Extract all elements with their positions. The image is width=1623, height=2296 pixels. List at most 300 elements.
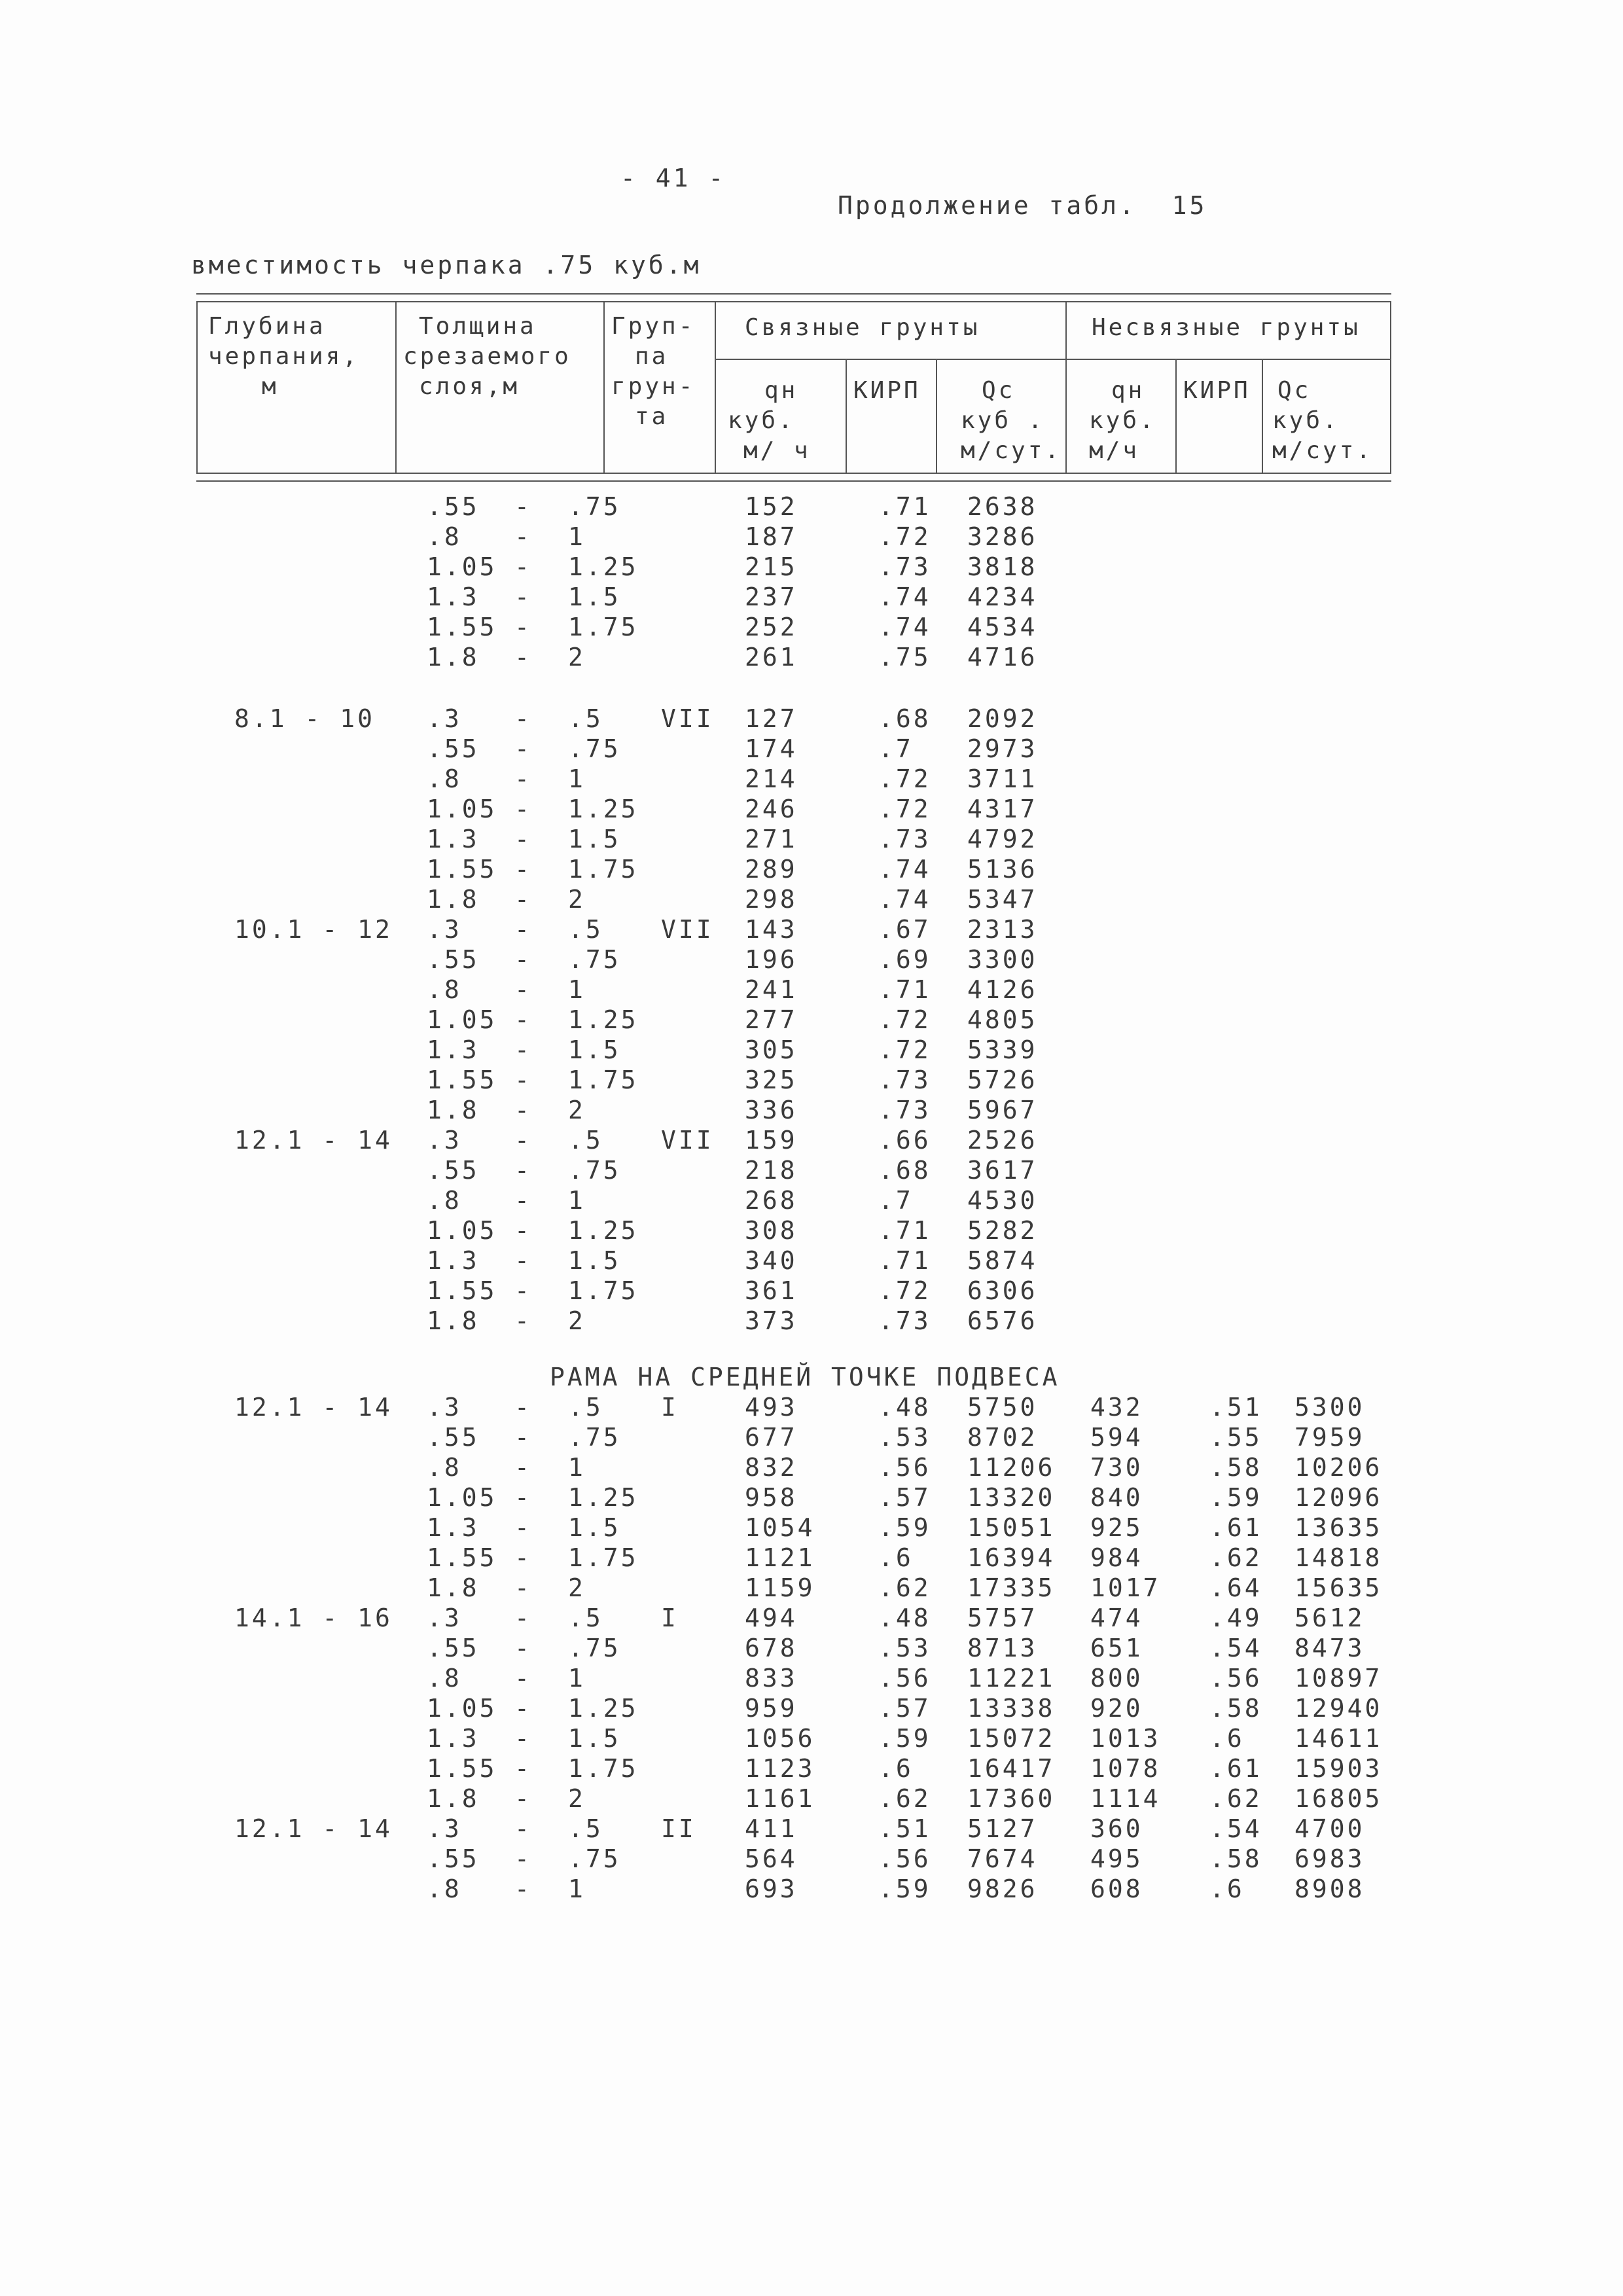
noncohesive-qn-cell: 840 xyxy=(1090,1483,1143,1512)
thickness-min-cell: .8 xyxy=(427,1874,462,1903)
range-dash: - xyxy=(514,1543,532,1572)
cohesive-qn-cell: 277 xyxy=(745,1005,798,1034)
cohesive-qn-cell: 218 xyxy=(745,1156,798,1185)
thickness-min-cell: 1.3 xyxy=(427,1513,480,1542)
noncohesive-qc-cell: 15903 xyxy=(1294,1754,1383,1783)
table-row xyxy=(0,1035,1623,1066)
depth-cell: 12.1 - 14 xyxy=(234,1126,393,1155)
thickness-min-cell: 1.55 xyxy=(427,613,497,641)
noncohesive-kirp-cell: .59 xyxy=(1209,1483,1262,1512)
table-row xyxy=(0,975,1623,1005)
col-divider xyxy=(603,301,605,473)
table-row xyxy=(0,855,1623,885)
thickness-min-cell: .55 xyxy=(427,1634,480,1662)
cohesive-kirp-cell: .62 xyxy=(878,1573,931,1602)
cohesive-qc-cell: 2973 xyxy=(967,734,1038,763)
cohesive-qc-cell: 4534 xyxy=(967,613,1038,641)
range-dash: - xyxy=(514,795,532,823)
cohesive-kirp-cell: .59 xyxy=(878,1513,931,1542)
cohesive-kirp-cell: .72 xyxy=(878,1005,931,1034)
cohesive-qc-cell: 11221 xyxy=(967,1664,1056,1693)
cohesive-qn-cell: 958 xyxy=(745,1483,798,1512)
cohesive-qc-cell: 16417 xyxy=(967,1754,1056,1783)
thickness-max-cell: 1.25 xyxy=(568,795,639,823)
cohesive-kirp-cell: .6 xyxy=(878,1754,914,1783)
thickness-min-cell: .3 xyxy=(427,1604,462,1632)
cohesive-kirp-cell: .57 xyxy=(878,1694,931,1723)
col-divider xyxy=(1175,359,1177,473)
cohesive-qc-cell: 4126 xyxy=(967,975,1038,1004)
cohesive-qc-cell: 7674 xyxy=(967,1844,1038,1873)
noncohesive-kirp-cell: .58 xyxy=(1209,1453,1262,1482)
header-bottom-rule-2 xyxy=(196,480,1391,482)
thickness-min-cell: 1.05 xyxy=(427,1005,497,1034)
range-dash: - xyxy=(514,1126,532,1155)
thickness-min-cell: .8 xyxy=(427,1664,462,1693)
thickness-max-cell: 1.75 xyxy=(568,1066,639,1094)
header-group-rule xyxy=(715,359,1391,360)
cohesive-kirp-cell: .7 xyxy=(878,1186,914,1215)
cohesive-qc-cell: 4234 xyxy=(967,583,1038,611)
range-dash: - xyxy=(514,552,532,581)
range-dash: - xyxy=(514,1814,532,1843)
table-row xyxy=(0,704,1623,734)
cohesive-kirp-cell: .72 xyxy=(878,522,931,551)
soil-group-cell: VII xyxy=(661,915,714,944)
table-row xyxy=(0,1634,1623,1664)
page-number: - 41 - xyxy=(620,164,726,192)
range-dash: - xyxy=(514,1483,532,1512)
col-divider xyxy=(196,301,198,473)
cohesive-qc-cell: 16394 xyxy=(967,1543,1056,1572)
header-thickness-line1: Толщина xyxy=(419,313,537,340)
thickness-max-cell: 2 xyxy=(568,1784,586,1813)
thickness-min-cell: .8 xyxy=(427,1186,462,1215)
noncohesive-kirp-cell: .55 xyxy=(1209,1423,1262,1452)
cohesive-qc-cell: 8702 xyxy=(967,1423,1038,1452)
table-row xyxy=(0,795,1623,825)
thickness-max-cell: .75 xyxy=(568,734,621,763)
cohesive-qc-cell: 6306 xyxy=(967,1276,1038,1305)
cohesive-qn-cell: 215 xyxy=(745,552,798,581)
table-row xyxy=(0,1754,1623,1784)
cohesive-kirp-cell: .68 xyxy=(878,704,931,733)
cohesive-qc-cell: 2092 xyxy=(967,704,1038,733)
header-top-rule-2 xyxy=(196,301,1391,302)
header-thickness-line3: слоя,м xyxy=(419,373,520,400)
soil-group-cell: I xyxy=(661,1393,679,1422)
table-row xyxy=(0,1573,1623,1604)
thickness-max-cell: 1.5 xyxy=(568,1513,621,1542)
table-row xyxy=(0,492,1623,522)
noncohesive-qn-cell: 651 xyxy=(1090,1634,1143,1662)
thickness-min-cell: 1.8 xyxy=(427,1096,480,1124)
thickness-max-cell: 1.75 xyxy=(568,855,639,884)
header-qn2-line1: qн xyxy=(1111,377,1145,404)
depth-cell: 12.1 - 14 xyxy=(234,1393,393,1422)
table-row xyxy=(0,613,1623,643)
noncohesive-kirp-cell: .54 xyxy=(1209,1634,1262,1662)
range-dash: - xyxy=(514,1664,532,1693)
thickness-max-cell: 1.25 xyxy=(568,1694,639,1723)
table-row xyxy=(0,1423,1623,1453)
table-row xyxy=(0,1156,1623,1186)
thickness-min-cell: 1.3 xyxy=(427,583,480,611)
soil-group-cell: VII xyxy=(661,704,714,733)
header-qn2-line2: куб. xyxy=(1089,407,1156,434)
thickness-min-cell: 1.3 xyxy=(427,1246,480,1275)
table-row xyxy=(0,734,1623,764)
thickness-min-cell: .55 xyxy=(427,1844,480,1873)
thickness-max-cell: .75 xyxy=(568,1634,621,1662)
table-row xyxy=(0,1186,1623,1216)
cohesive-qn-cell: 271 xyxy=(745,825,798,853)
range-dash: - xyxy=(514,915,532,944)
thickness-min-cell: 1.8 xyxy=(427,643,480,672)
cohesive-qc-cell: 17360 xyxy=(967,1784,1056,1813)
thickness-min-cell: .55 xyxy=(427,492,480,521)
cohesive-kirp-cell: .67 xyxy=(878,915,931,944)
table-row xyxy=(0,885,1623,915)
cohesive-qn-cell: 678 xyxy=(745,1634,798,1662)
table-row xyxy=(0,825,1623,855)
noncohesive-kirp-cell: .6 xyxy=(1209,1874,1245,1903)
range-dash: - xyxy=(514,734,532,763)
noncohesive-qn-cell: 474 xyxy=(1090,1604,1143,1632)
range-dash: - xyxy=(514,1874,532,1903)
col-divider xyxy=(395,301,397,473)
header-group-line3: грун- xyxy=(611,373,696,400)
cohesive-qn-cell: 1159 xyxy=(745,1573,815,1602)
thickness-min-cell: 1.55 xyxy=(427,1066,497,1094)
thickness-max-cell: .5 xyxy=(568,1604,603,1632)
col-divider xyxy=(1390,301,1391,473)
cohesive-qn-cell: 693 xyxy=(745,1874,798,1903)
cohesive-kirp-cell: .71 xyxy=(878,1216,931,1245)
cohesive-qc-cell: 5347 xyxy=(967,885,1038,914)
cohesive-qn-cell: 308 xyxy=(745,1216,798,1245)
table-row xyxy=(0,522,1623,552)
cohesive-kirp-cell: .74 xyxy=(878,613,931,641)
noncohesive-qn-cell: 495 xyxy=(1090,1844,1143,1873)
noncohesive-qc-cell: 14611 xyxy=(1294,1724,1383,1753)
cohesive-qn-cell: 494 xyxy=(745,1604,798,1632)
cohesive-qc-cell: 5874 xyxy=(967,1246,1038,1275)
cohesive-qn-cell: 143 xyxy=(745,915,798,944)
cohesive-kirp-cell: .6 xyxy=(878,1543,914,1572)
cohesive-kirp-cell: .57 xyxy=(878,1483,931,1512)
thickness-min-cell: .3 xyxy=(427,1814,462,1843)
cohesive-qn-cell: 152 xyxy=(745,492,798,521)
noncohesive-kirp-cell: .49 xyxy=(1209,1604,1262,1632)
thickness-max-cell: 1.25 xyxy=(568,1483,639,1512)
range-dash: - xyxy=(514,1784,532,1813)
cohesive-qn-cell: 340 xyxy=(745,1246,798,1275)
header-depth-line2: черпания, xyxy=(208,343,360,370)
cohesive-qn-cell: 214 xyxy=(745,764,798,793)
cohesive-qn-cell: 252 xyxy=(745,613,798,641)
table-row xyxy=(0,1543,1623,1573)
thickness-max-cell: 1.25 xyxy=(568,1005,639,1034)
cohesive-qc-cell: 15051 xyxy=(967,1513,1056,1542)
thickness-min-cell: 1.55 xyxy=(427,1276,497,1305)
noncohesive-kirp-cell: .54 xyxy=(1209,1814,1262,1843)
range-dash: - xyxy=(514,1066,532,1094)
table-row xyxy=(0,1483,1623,1513)
thickness-max-cell: .5 xyxy=(568,1126,603,1155)
cohesive-qn-cell: 246 xyxy=(745,795,798,823)
table-row xyxy=(0,552,1623,583)
thickness-min-cell: 1.05 xyxy=(427,1694,497,1723)
range-dash: - xyxy=(514,1096,532,1124)
noncohesive-qc-cell: 5612 xyxy=(1294,1604,1365,1632)
cohesive-kirp-cell: .56 xyxy=(878,1844,931,1873)
noncohesive-kirp-cell: .6 xyxy=(1209,1724,1245,1753)
cohesive-qc-cell: 2526 xyxy=(967,1126,1038,1155)
noncohesive-qn-cell: 1078 xyxy=(1090,1754,1161,1783)
thickness-max-cell: 1.75 xyxy=(568,1543,639,1572)
range-dash: - xyxy=(514,1754,532,1783)
range-dash: - xyxy=(514,1513,532,1542)
cohesive-qn-cell: 959 xyxy=(745,1694,798,1723)
noncohesive-kirp-cell: .62 xyxy=(1209,1543,1262,1572)
noncohesive-qn-cell: 432 xyxy=(1090,1393,1143,1422)
range-dash: - xyxy=(514,1216,532,1245)
col-divider xyxy=(715,301,716,473)
range-dash: - xyxy=(514,885,532,914)
cohesive-qn-cell: 1161 xyxy=(745,1784,815,1813)
cohesive-qc-cell: 5750 xyxy=(967,1393,1038,1422)
range-dash: - xyxy=(514,1694,532,1723)
header-noncohesive-soils: Несвязные грунты xyxy=(1092,314,1361,341)
cohesive-qn-cell: 187 xyxy=(745,522,798,551)
noncohesive-kirp-cell: .62 xyxy=(1209,1784,1262,1813)
range-dash: - xyxy=(514,945,532,974)
thickness-max-cell: .75 xyxy=(568,945,621,974)
table-row xyxy=(0,643,1623,673)
header-kirp1: КИРП xyxy=(853,377,921,404)
range-dash: - xyxy=(514,1844,532,1873)
noncohesive-qc-cell: 13635 xyxy=(1294,1513,1383,1542)
table-row xyxy=(0,1784,1623,1814)
cohesive-kirp-cell: .56 xyxy=(878,1664,931,1693)
table-row xyxy=(0,1066,1623,1096)
range-dash: - xyxy=(514,643,532,672)
range-dash: - xyxy=(514,1393,532,1422)
cohesive-kirp-cell: .74 xyxy=(878,855,931,884)
cohesive-kirp-cell: .7 xyxy=(878,734,914,763)
cohesive-qn-cell: 493 xyxy=(745,1393,798,1422)
noncohesive-qc-cell: 12096 xyxy=(1294,1483,1383,1512)
table-row xyxy=(0,1096,1623,1126)
thickness-max-cell: 1 xyxy=(568,1874,586,1903)
cohesive-qc-cell: 8713 xyxy=(967,1634,1038,1662)
range-dash: - xyxy=(514,975,532,1004)
noncohesive-qn-cell: 925 xyxy=(1090,1513,1143,1542)
cohesive-kirp-cell: .71 xyxy=(878,492,931,521)
table-row xyxy=(0,915,1623,945)
cohesive-qn-cell: 241 xyxy=(745,975,798,1004)
cohesive-kirp-cell: .73 xyxy=(878,1096,931,1124)
cohesive-kirp-cell: .53 xyxy=(878,1634,931,1662)
noncohesive-qn-cell: 984 xyxy=(1090,1543,1143,1572)
range-dash: - xyxy=(514,1005,532,1034)
depth-cell: 10.1 - 12 xyxy=(234,915,393,944)
noncohesive-qn-cell: 594 xyxy=(1090,1423,1143,1452)
noncohesive-kirp-cell: .61 xyxy=(1209,1754,1262,1783)
noncohesive-kirp-cell: .64 xyxy=(1209,1573,1262,1602)
cohesive-qc-cell: 3711 xyxy=(967,764,1038,793)
noncohesive-qn-cell: 920 xyxy=(1090,1694,1143,1723)
thickness-min-cell: 1.05 xyxy=(427,552,497,581)
cohesive-kirp-cell: .69 xyxy=(878,945,931,974)
cohesive-kirp-cell: .72 xyxy=(878,795,931,823)
thickness-min-cell: 1.3 xyxy=(427,1724,480,1753)
soil-group-cell: VII xyxy=(661,1126,714,1155)
cohesive-qn-cell: 1121 xyxy=(745,1543,815,1572)
thickness-min-cell: .8 xyxy=(427,1453,462,1482)
table-row xyxy=(0,764,1623,795)
header-qc1-line1: Qc xyxy=(982,377,1016,404)
noncohesive-kirp-cell: .51 xyxy=(1209,1393,1262,1422)
cohesive-qc-cell: 4530 xyxy=(967,1186,1038,1215)
thickness-max-cell: 2 xyxy=(568,643,586,672)
thickness-min-cell: .55 xyxy=(427,1423,480,1452)
noncohesive-qc-cell: 12940 xyxy=(1294,1694,1383,1723)
table-row xyxy=(0,1276,1623,1306)
cohesive-qc-cell: 5726 xyxy=(967,1066,1038,1094)
cohesive-kirp-cell: .74 xyxy=(878,885,931,914)
cohesive-qn-cell: 261 xyxy=(745,643,798,672)
cohesive-qc-cell: 4792 xyxy=(967,825,1038,853)
thickness-max-cell: .75 xyxy=(568,1156,621,1185)
range-dash: - xyxy=(514,825,532,853)
noncohesive-qc-cell: 8473 xyxy=(1294,1634,1365,1662)
header-qc2-line2: куб. xyxy=(1272,407,1340,434)
cohesive-qc-cell: 3818 xyxy=(967,552,1038,581)
cohesive-qn-cell: 1056 xyxy=(745,1724,815,1753)
range-dash: - xyxy=(514,855,532,884)
thickness-max-cell: 1.75 xyxy=(568,1276,639,1305)
header-top-rule xyxy=(196,293,1391,295)
header-qc2-line3: м/сут. xyxy=(1272,437,1374,464)
thickness-min-cell: 1.05 xyxy=(427,795,497,823)
thickness-min-cell: .55 xyxy=(427,945,480,974)
table-row xyxy=(0,1664,1623,1694)
cohesive-qc-cell: 4716 xyxy=(967,643,1038,672)
noncohesive-qn-cell: 1017 xyxy=(1090,1573,1161,1602)
cohesive-qn-cell: 361 xyxy=(745,1276,798,1305)
header-cohesive-soils: Связные грунты xyxy=(745,314,980,341)
range-dash: - xyxy=(514,1246,532,1275)
cohesive-qc-cell: 5967 xyxy=(967,1096,1038,1124)
cohesive-qn-cell: 373 xyxy=(745,1306,798,1335)
thickness-max-cell: 2 xyxy=(568,885,586,914)
cohesive-qn-cell: 196 xyxy=(745,945,798,974)
header-depth-line3: м xyxy=(262,373,279,400)
table-row xyxy=(0,583,1623,613)
cohesive-kirp-cell: .48 xyxy=(878,1604,931,1632)
cohesive-qn-cell: 336 xyxy=(745,1096,798,1124)
thickness-max-cell: 2 xyxy=(568,1306,586,1335)
range-dash: - xyxy=(514,613,532,641)
depth-cell: 8.1 - 10 xyxy=(234,704,376,733)
range-dash: - xyxy=(514,1634,532,1662)
noncohesive-qn-cell: 730 xyxy=(1090,1453,1143,1482)
cohesive-qc-cell: 15072 xyxy=(967,1724,1056,1753)
thickness-max-cell: 2 xyxy=(568,1573,586,1602)
noncohesive-qc-cell: 8908 xyxy=(1294,1874,1365,1903)
cohesive-kirp-cell: .72 xyxy=(878,1276,931,1305)
col-divider xyxy=(936,359,937,473)
cohesive-kirp-cell: .73 xyxy=(878,825,931,853)
thickness-min-cell: .3 xyxy=(427,915,462,944)
noncohesive-qn-cell: 1114 xyxy=(1090,1784,1161,1813)
thickness-max-cell: 1 xyxy=(568,975,586,1004)
header-group-line2: па xyxy=(635,343,669,370)
thickness-min-cell: 1.55 xyxy=(427,1754,497,1783)
thickness-max-cell: 1.75 xyxy=(568,613,639,641)
table-row xyxy=(0,1874,1623,1905)
noncohesive-qc-cell: 10897 xyxy=(1294,1664,1383,1693)
col-divider xyxy=(1262,359,1263,473)
thickness-min-cell: 1.8 xyxy=(427,885,480,914)
table-row xyxy=(0,1005,1623,1035)
thickness-max-cell: .5 xyxy=(568,915,603,944)
range-dash: - xyxy=(514,1035,532,1064)
header-bottom-rule xyxy=(196,473,1391,474)
thickness-max-cell: 1.5 xyxy=(568,1724,621,1753)
range-dash: - xyxy=(514,1276,532,1305)
cohesive-qn-cell: 325 xyxy=(745,1066,798,1094)
noncohesive-qc-cell: 7959 xyxy=(1294,1423,1365,1452)
noncohesive-qn-cell: 1013 xyxy=(1090,1724,1161,1753)
cohesive-qn-cell: 237 xyxy=(745,583,798,611)
header-qc1-line2: куб . xyxy=(961,407,1045,434)
header-qc1-line3: м/сут. xyxy=(961,437,1062,464)
cohesive-qc-cell: 13320 xyxy=(967,1483,1056,1512)
cohesive-qc-cell: 2638 xyxy=(967,492,1038,521)
cohesive-qc-cell: 5127 xyxy=(967,1814,1038,1843)
cohesive-qc-cell: 17335 xyxy=(967,1573,1056,1602)
range-dash: - xyxy=(514,583,532,611)
cohesive-qc-cell: 3300 xyxy=(967,945,1038,974)
cohesive-qc-cell: 4805 xyxy=(967,1005,1038,1034)
thickness-max-cell: .75 xyxy=(568,492,621,521)
cohesive-qn-cell: 1054 xyxy=(745,1513,815,1542)
table-row xyxy=(0,1844,1623,1874)
cohesive-qc-cell: 5282 xyxy=(967,1216,1038,1245)
noncohesive-qc-cell: 15635 xyxy=(1294,1573,1383,1602)
noncohesive-qc-cell: 14818 xyxy=(1294,1543,1383,1572)
noncohesive-qc-cell: 5300 xyxy=(1294,1393,1365,1422)
header-thickness-line2: срезаемого xyxy=(403,343,571,370)
thickness-max-cell: 2 xyxy=(568,1096,586,1124)
thickness-max-cell: .5 xyxy=(568,704,603,733)
noncohesive-qc-cell: 16805 xyxy=(1294,1784,1383,1813)
thickness-max-cell: 1 xyxy=(568,1186,586,1215)
header-depth-line1: Глубина xyxy=(208,313,326,340)
cohesive-qn-cell: 159 xyxy=(745,1126,798,1155)
thickness-min-cell: 1.55 xyxy=(427,855,497,884)
table-row xyxy=(0,1814,1623,1844)
thickness-min-cell: 1.3 xyxy=(427,825,480,853)
cohesive-kirp-cell: .59 xyxy=(878,1724,931,1753)
thickness-max-cell: 1 xyxy=(568,764,586,793)
bucket-capacity-note: вместимость черпака .75 куб.м xyxy=(191,251,702,279)
cohesive-kirp-cell: .48 xyxy=(878,1393,931,1422)
range-dash: - xyxy=(514,1423,532,1452)
